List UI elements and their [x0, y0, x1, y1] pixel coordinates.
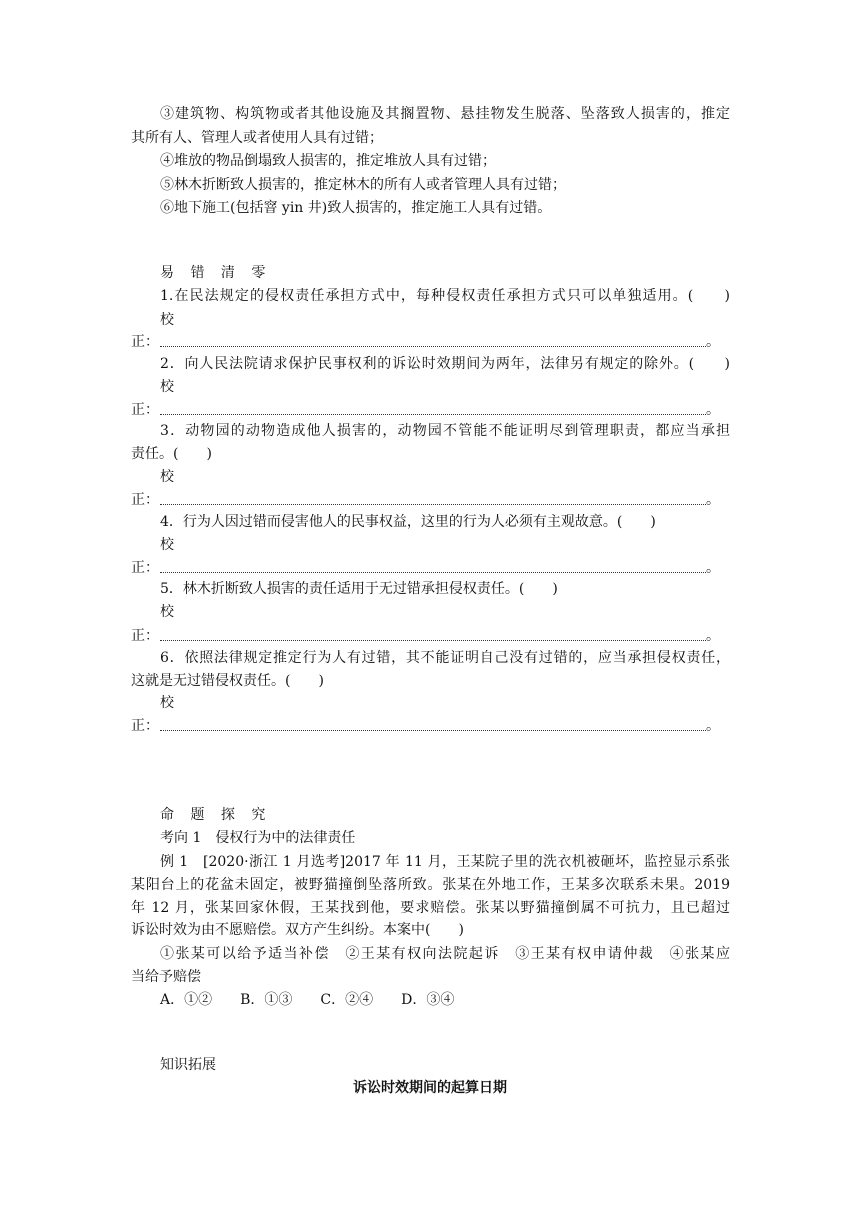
presumption-item-6: ⑥地下施工(包括窨 yin 井)致人损害的，推定施工人具有过错。	[160, 200, 552, 216]
example-text-line-4: 诉讼时效为由不愿赔偿。双方产生纠纷。本案中( )	[131, 922, 464, 938]
error-item-2-statement: 2．向人民法院请求保护民事权利的诉讼时效期间为两年，法律另有规定的除外。( )	[160, 356, 730, 372]
answer-choices: A．①② B．①③ C．②④ D．③④	[160, 992, 455, 1008]
correction-end-mark: 。	[706, 718, 720, 734]
correction-end-mark: 。	[706, 334, 720, 350]
correction-end-mark: 。	[706, 492, 720, 508]
correction-blank-3[interactable]	[160, 504, 706, 505]
correction-blank-5[interactable]	[160, 640, 706, 641]
presumption-item-3-line-1: ③建筑物、构筑物或者其他设施及其搁置物、悬挂物发生脱落、坠落致人损害的，推定	[160, 106, 730, 122]
correction-blank-6[interactable]	[160, 730, 706, 731]
correction-end-mark: 。	[706, 402, 720, 418]
correction-label-top: 校	[160, 695, 174, 711]
error-item-6-statement-line-2: 这就是无过错侵权责任。( )	[131, 673, 324, 689]
example-options-line-1: ①张某可以给予适当补偿 ②王某有权向法院起诉 ③王某有权申请仲裁 ④张某应	[160, 946, 730, 962]
presumption-item-4: ④堆放的物品倒塌致人损害的，推定堆放人具有过错；	[160, 153, 496, 169]
presumption-item-5: ⑤林木折断致人损害的，推定林木的所有人或者管理人具有过错；	[160, 177, 566, 193]
error-item-3-statement-line-2: 责任。( )	[131, 446, 212, 462]
exam-direction: 考向 1 侵权行为中的法律责任	[160, 830, 356, 846]
example-text-line-2: 某阳台上的花盆未固定，被野猫撞倒坠落所致。张某在外地工作，王某多次联系未果。2019	[131, 877, 730, 893]
correction-blank-2[interactable]	[160, 414, 706, 415]
correction-blank-1[interactable]	[160, 346, 706, 347]
correction-label-bottom: 正：	[131, 718, 159, 734]
knowledge-title: 诉讼时效期间的起算日期	[353, 1080, 507, 1096]
knowledge-heading: 知识拓展	[160, 1057, 216, 1073]
example-text-line-1: 例 1 [2020·浙江 1 月选考]2017 年 11 月，王某院子里的洗衣机被砸坏，监控显示系张	[160, 854, 730, 870]
correction-label-bottom: 正：	[131, 560, 159, 576]
correction-label-bottom: 正：	[131, 492, 159, 508]
correction-label-top: 校	[160, 604, 174, 620]
correction-end-mark: 。	[706, 628, 720, 644]
correction-label-bottom: 正：	[131, 334, 159, 350]
correction-label-top: 校	[160, 537, 174, 553]
correction-label-top: 校	[160, 469, 174, 485]
example-options-line-2: 当给予赔偿	[131, 969, 201, 985]
error-item-5-statement: 5．林木折断致人损害的责任适用于无过错承担侵权责任。( )	[160, 581, 558, 597]
example-text-line-3: 年 12 月，张某回家休假，王某找到他，要求赔偿。张某以野猫撞倒属不可抗力，且已超过	[131, 900, 730, 916]
correction-blank-4[interactable]	[160, 572, 706, 573]
error-zero-heading: 易 错 清 零	[160, 265, 272, 281]
error-item-1-statement: 1.在民法规定的侵权责任承担方式中，每种侵权责任承担方式只可以单独适用。( )	[160, 288, 730, 304]
presumption-item-3-line-2: 其所有人、管理人或者使用人具有过错；	[131, 130, 383, 146]
correction-label-bottom: 正：	[131, 628, 159, 644]
error-item-4-statement: 4．行为人因过错而侵害他人的民事权益，这里的行为人必须有主观故意。( )	[160, 514, 656, 530]
error-item-6-statement-line-1: 6．依照法律规定推定行为人有过错，其不能证明自己没有过错的，应当承担侵权责任，	[160, 650, 730, 666]
correction-end-mark: 。	[706, 560, 720, 576]
error-item-3-statement-line-1: 3．动物园的动物造成他人损害的，动物园不管能不能证明尽到管理职责，都应当承担	[160, 423, 730, 439]
correction-label-bottom: 正：	[131, 402, 159, 418]
correction-label-top: 校	[160, 312, 174, 328]
proposition-heading: 命 题 探 究	[160, 807, 272, 823]
correction-label-top: 校	[160, 379, 174, 395]
